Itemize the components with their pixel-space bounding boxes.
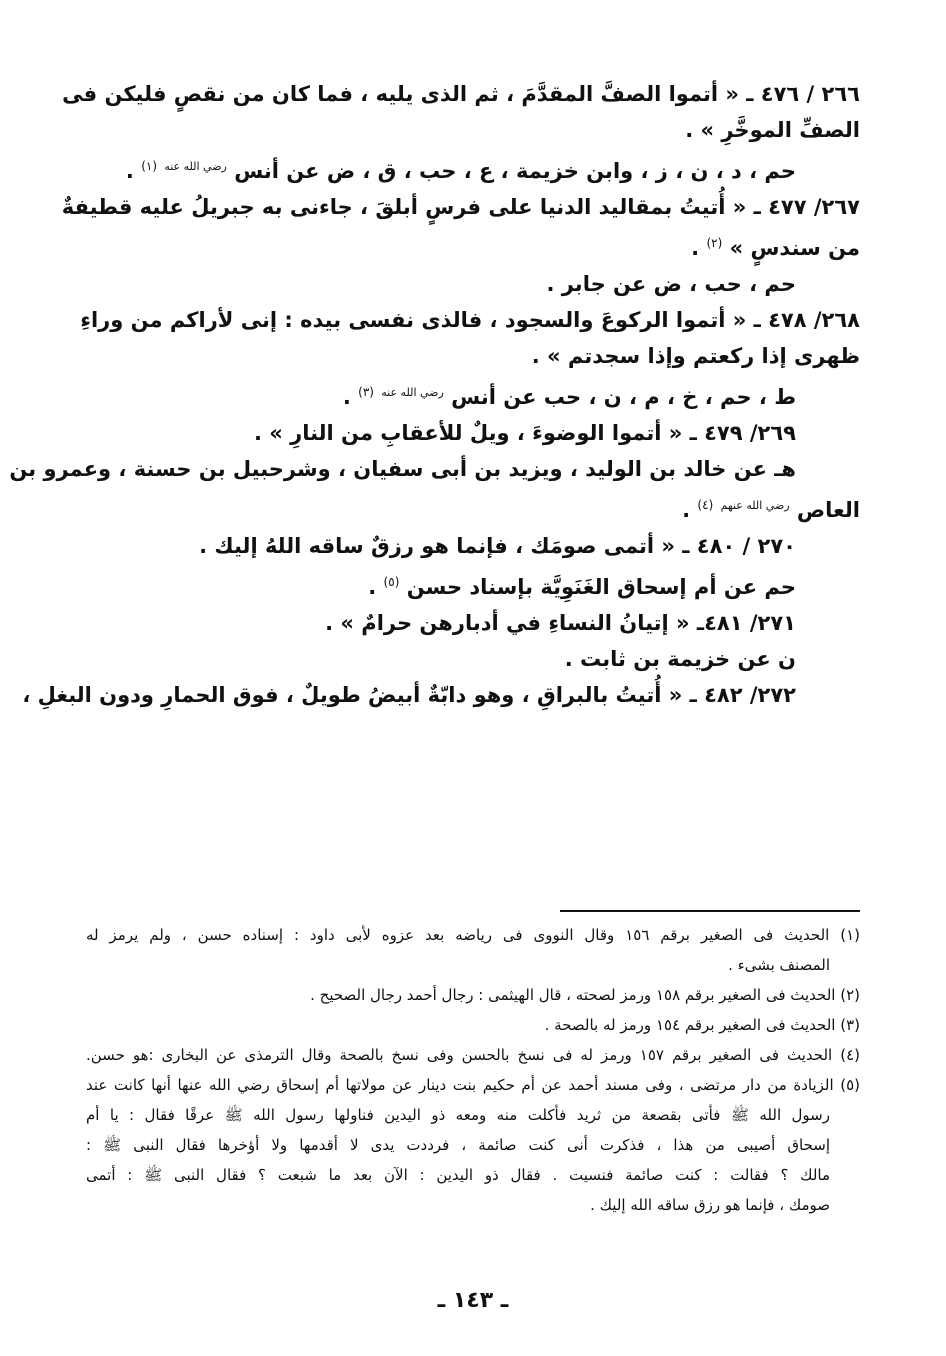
footnote-ref-5: (٥) xyxy=(383,575,400,589)
hadith-267-line-1: ٢٦٧/ ٤٧٧ ـ « أُتيتُ بمقاليد الدنيا على فرسٍ أبلقَ ، جاءنى به جبريلُ عليه قطيفةٌ xyxy=(61,195,860,219)
hadith-267-text: من سندسٍ » xyxy=(729,236,860,260)
source-text: حم ، د ، ن ، ز ، وابن خزيمة ، ع ، حب ، ق ، ض عن أنس xyxy=(234,159,796,183)
hadith-270-line-1: ٢٧٠ / ٤٨٠ ـ « أتمى صومَك ، فإنما هو رزقٌ ساقه اللهُ إليك . xyxy=(199,534,796,558)
source-text: حم عن أم إسحاق الغَنَوِيَّة بإسناد حسن xyxy=(406,575,796,599)
footnote-1-line-2: المصنف بشىء . xyxy=(728,956,830,974)
footnote-ref-1: (١) xyxy=(141,159,158,173)
footnotes xyxy=(86,920,860,1220)
footnote-4: (٤) الحديث فى الصغير برقم ١٥٧ ورمز له فى نسخ بالحسن وفى نسخ بالصحة وقال الترمذى عن البخارى :هو حسن. xyxy=(86,1046,860,1064)
footnote-5-line-2: رسول الله ﷺ فأتى بقصعة من ثريد فأكلت منه ومعه ذو اليدين فناولها رسول الله ﷺ عرقًا فقال : يا أم xyxy=(86,1106,830,1124)
hadith-271-source: ن عن خزيمة بن ثابت . xyxy=(564,647,796,671)
footnote-5-line-3: إسحاق أصيبى من هذا ، فذكرت أنى كنت صائمة ، فرددت يدى لا أقدمها ولا أؤخرها فقال النبى ﷺ : xyxy=(86,1136,830,1154)
hadith-267-end: . xyxy=(691,236,700,260)
hadith-266-line-2: الصفِّ الموخَّرِ » . xyxy=(685,118,860,142)
hadith-269-line-1: ٢٦٩/ ٤٧٩ ـ « أتموا الوضوءَ ، ويلٌ للأعقابِ من النارِ » . xyxy=(253,421,796,445)
hadith-267-line-2 xyxy=(90,225,860,266)
hadith-272-line-1: ٢٧٢/ ٤٨٢ ـ « أُتيتُ بالبراقِ ، وهو دابّةٌ أبيضُ طويلٌ ، فوق الحمارِ ودون البغلِ ، xyxy=(22,683,796,707)
footnote-3: (٣) الحديث فى الصغير برقم ١٥٤ ورمز له بالصحة . xyxy=(544,1016,860,1034)
footnote-ref-3: (٣) xyxy=(358,385,374,399)
footnote-divider xyxy=(560,910,860,912)
footnote-1-line-1: (١) الحديث فى الصغير برقم ١٥٦ وقال النووى فى رياضه بعد عزوه لأبى داود : إسناده حسن ، ولم يرمز له xyxy=(86,926,861,944)
hadith-269-source-2: العاص $^{رضي الله عنهم}$ $^{(٤)}$ . xyxy=(682,498,860,522)
hadith-271-line-1: ٢٧١/ ٤٨١ـ « إتيانُ النساءِ في أدبارهن حرامٌ » . xyxy=(325,611,796,635)
honorific-glyph: رضي الله عنهم xyxy=(720,499,790,512)
hadith-268-line-2: ظهرى إذا ركعتم وإذا سجدتم » . xyxy=(531,344,860,368)
footnote-5-line-1: (٥) الزيادة من دار مرتضى ، وفى مسند أحمد عن أم حكيم بنت دينار عن مولاتها أم إسحاق رضي الله عنها أنها كانت عند xyxy=(86,1076,860,1094)
footnote-ref-4: (٤) xyxy=(697,498,714,512)
footnote-2: (٢) الحديث فى الصغير برقم ١٥٨ ورمز لصحته ، قال الهيثمى : رجال أحمد رجال الصحيح . xyxy=(310,986,860,1004)
hadith-268-source: ط ، حم ، خ ، م ، ن ، حب عن أنس $^{رضي الله عنه}$ $^{(٣)}$ . xyxy=(342,385,796,409)
honorific-glyph: رضي الله عنه xyxy=(381,386,444,399)
footnote-5-line-5: صومك ، فإنما هو رزق ساقه الله إليك . xyxy=(590,1196,830,1214)
main-text xyxy=(9,76,860,713)
hadith-266-source: حم ، د ، ن ، ز ، وابن خزيمة ، ع ، حب ، ق ، ض عن أنس $^{رضي الله عنه}$ $^{(١)}$ . xyxy=(125,159,796,183)
hadith-267-source: حم ، حب ، ض عن جابر . xyxy=(546,272,796,296)
source-text: ط ، حم ، خ ، م ، ن ، حب عن أنس xyxy=(451,385,796,409)
footnote-ref-2: (٢) xyxy=(706,236,723,250)
page-number: ـ ١٤٣ ـ xyxy=(437,1288,509,1313)
honorific-glyph: رضي الله عنه xyxy=(164,160,227,173)
hadith-266-line-1: ٢٦٦ / ٤٧٦ ـ « أتموا الصفَّ المقدَّمَ ، ثم الذى يليه ، فما كان من نقصٍ فليكن فى xyxy=(62,82,860,106)
hadith-270-source: حم عن أم إسحاق الغَنَوِيَّة بإسناد حسن $^{(٥)}$ . xyxy=(368,575,796,599)
source-text: العاص xyxy=(796,498,860,522)
hadith-269-source-1: هـ عن خالد بن الوليد ، ويزيد بن أبى سفيان ، وشرحبيل بن حسنة ، وعمرو بن xyxy=(9,457,796,481)
footnote-5-line-4: مالك ؟ فقالت : كنت صائمة فنسيت . فقال ذو اليدين : الآن بعد ما شبعت ؟ فقال النبى ﷺ : أتمى xyxy=(86,1166,830,1184)
hadith-268-line-1: ٢٦٨/ ٤٧٨ ـ « أتموا الركوعَ والسجود ، فالذى نفسى بيده : إنى لأراكم من وراءِ xyxy=(80,308,860,332)
